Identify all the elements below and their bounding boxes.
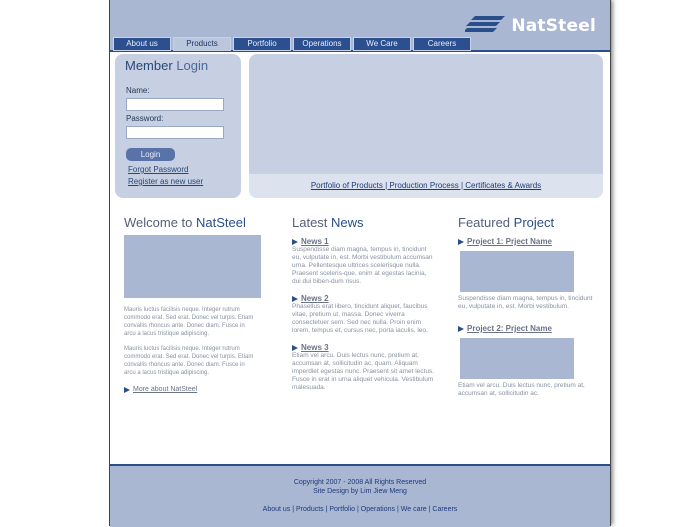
news-2-link[interactable] xyxy=(292,294,434,303)
project-1-text: Suspendisse diam magna, tempus in, tincidunt eu, vulputate in, est. Morbi vestibulum. xyxy=(458,295,593,310)
news-title-a: Latest xyxy=(292,215,328,230)
banner-links[interactable]: Portfolio of Products | Production Process | Certificates & Awards xyxy=(310,181,542,190)
login-button[interactable]: Login xyxy=(126,148,175,161)
copyright-text: Copyright 2007 - 2008 All Rights Reserved xyxy=(293,479,427,486)
login-title-member: Member xyxy=(125,58,173,73)
featured-column xyxy=(458,215,603,398)
news-1-link[interactable] xyxy=(292,237,434,246)
featured-title-b: Project xyxy=(513,215,555,230)
nav-careers[interactable]: Careers xyxy=(413,37,471,51)
welcome-title-b: NatSteel xyxy=(196,215,246,230)
news-title xyxy=(292,215,434,230)
welcome-title-a: Welcome to xyxy=(124,215,193,230)
news-3-link[interactable] xyxy=(292,343,434,352)
welcome-column xyxy=(124,215,274,393)
featured-title-a: Featured xyxy=(458,215,511,230)
project-1-image xyxy=(460,251,574,292)
login-title xyxy=(125,58,208,73)
project-2-title: Project 2: Prject Name xyxy=(467,324,552,333)
brand-name: NatSteel xyxy=(511,16,596,36)
arrow-bullet-icon xyxy=(292,239,298,245)
password-input[interactable] xyxy=(126,126,224,139)
news-1-text: Suspendisse diam magna, tempus in, tincidunt eu, vulputate in, est. Morbi vestibulum accumsan urna. Pellentesque ultrices scelerisque nulla. Praesent sceleris-que, enim at egestas lacinia, dui dui biben-dum risus. xyxy=(292,246,433,285)
page xyxy=(110,0,610,525)
news-2-title: News 2 xyxy=(301,294,329,303)
footer-link-operations[interactable]: Operations xyxy=(360,506,396,513)
project-1-title: Project 1: Prject Name xyxy=(467,237,552,246)
register-link[interactable]: Register as new user xyxy=(128,177,204,186)
nav-products[interactable]: Products xyxy=(173,37,231,51)
name-input[interactable] xyxy=(126,98,224,111)
project-2-link[interactable] xyxy=(458,324,603,333)
banner-panel xyxy=(249,54,603,198)
footer-link-portfolio[interactable]: Portfolio xyxy=(329,506,356,513)
login-title-login: Login xyxy=(176,58,209,73)
footer-copyright-block xyxy=(110,478,610,496)
arrow-bullet-icon xyxy=(292,345,298,351)
news-column xyxy=(292,215,434,392)
header xyxy=(110,0,610,52)
welcome-paragraph-1: Mauris luctus facilisis neque. Integer rutrum commodo erat. Sed erat. Donec vel turpis. Etiam convallis rhoncus ante. Donec diam. Fusce in arcu a lacus tristique adipiscing. xyxy=(124,307,254,337)
featured-title xyxy=(458,215,603,230)
welcome-title xyxy=(124,215,274,230)
banner-links-strip xyxy=(249,174,603,198)
footer xyxy=(110,464,610,527)
project-2-image xyxy=(460,338,574,379)
news-3-text: Etiam vel arcu. Duis lectus nunc, pretium at, accumsan at, sollicitudin ac, quam. Aliquam imperdiet egestas nunc. Praesent sit amet lectus. Fusce in erat in urna aliquet vehicula. Vestibulum malesuada. xyxy=(292,352,434,391)
main-nav xyxy=(113,37,473,51)
project-1-link[interactable] xyxy=(458,237,603,246)
logo[interactable] xyxy=(465,16,596,36)
welcome-image xyxy=(124,235,261,298)
news-1-title: News 1 xyxy=(301,237,329,246)
footer-link-products[interactable]: Products xyxy=(296,506,324,513)
nav-portfolio[interactable]: Portfolio xyxy=(233,37,291,51)
password-label: Password: xyxy=(126,114,164,123)
news-2-text: Phasellus erat libero, tincidunt aliquet, faucibus vitae, pretium ut, massa. Donec viverra consectetuer sem. Sed nec nulla. Proin enim lorem, tempus et, cursus nec, porta iaculis, leo. xyxy=(292,303,428,334)
arrow-bullet-icon xyxy=(292,296,298,302)
arrow-bullet-icon xyxy=(458,326,464,332)
nav-operations[interactable]: Operations xyxy=(293,37,351,51)
news-3-title: News 3 xyxy=(301,343,329,352)
arrow-bullet-icon xyxy=(458,239,464,245)
footer-link-careers[interactable]: Careers xyxy=(432,506,458,513)
footer-link-we-care[interactable]: We care xyxy=(400,506,427,513)
footer-links: About us | Products | Portfolio | Operations | We care | Careers xyxy=(262,506,458,513)
natsteel-stripes-logo-icon xyxy=(465,16,505,36)
more-about-link[interactable] xyxy=(124,386,274,393)
forgot-password-link[interactable]: Forgot Password xyxy=(128,165,189,174)
welcome-paragraph-2: Mauris luctus facilisis neque. Integer rutrum commodo erat. Sed erat. Donec vel turpis. Etiam convallis rhoncus ante. Donec diam. Fusce in arcu a lacus tristique adipiscing. xyxy=(124,346,254,376)
design-credit: Site Design by Lim Jiew Meng xyxy=(313,488,407,495)
footer-link-about-us[interactable]: About us xyxy=(262,506,291,513)
nav-about-us[interactable]: About us xyxy=(113,37,171,51)
project-2-text: Etiam vel arcu. Duis lectus nunc, pretium at, accumsan at, sollicitudin ac. xyxy=(458,382,585,397)
more-about-label: More about NatSteel xyxy=(133,386,198,393)
arrow-bullet-icon xyxy=(124,387,130,393)
name-label: Name: xyxy=(126,86,150,95)
news-title-b: News xyxy=(331,215,364,230)
nav-we-care[interactable]: We Care xyxy=(353,37,411,51)
member-login-panel xyxy=(115,54,241,198)
